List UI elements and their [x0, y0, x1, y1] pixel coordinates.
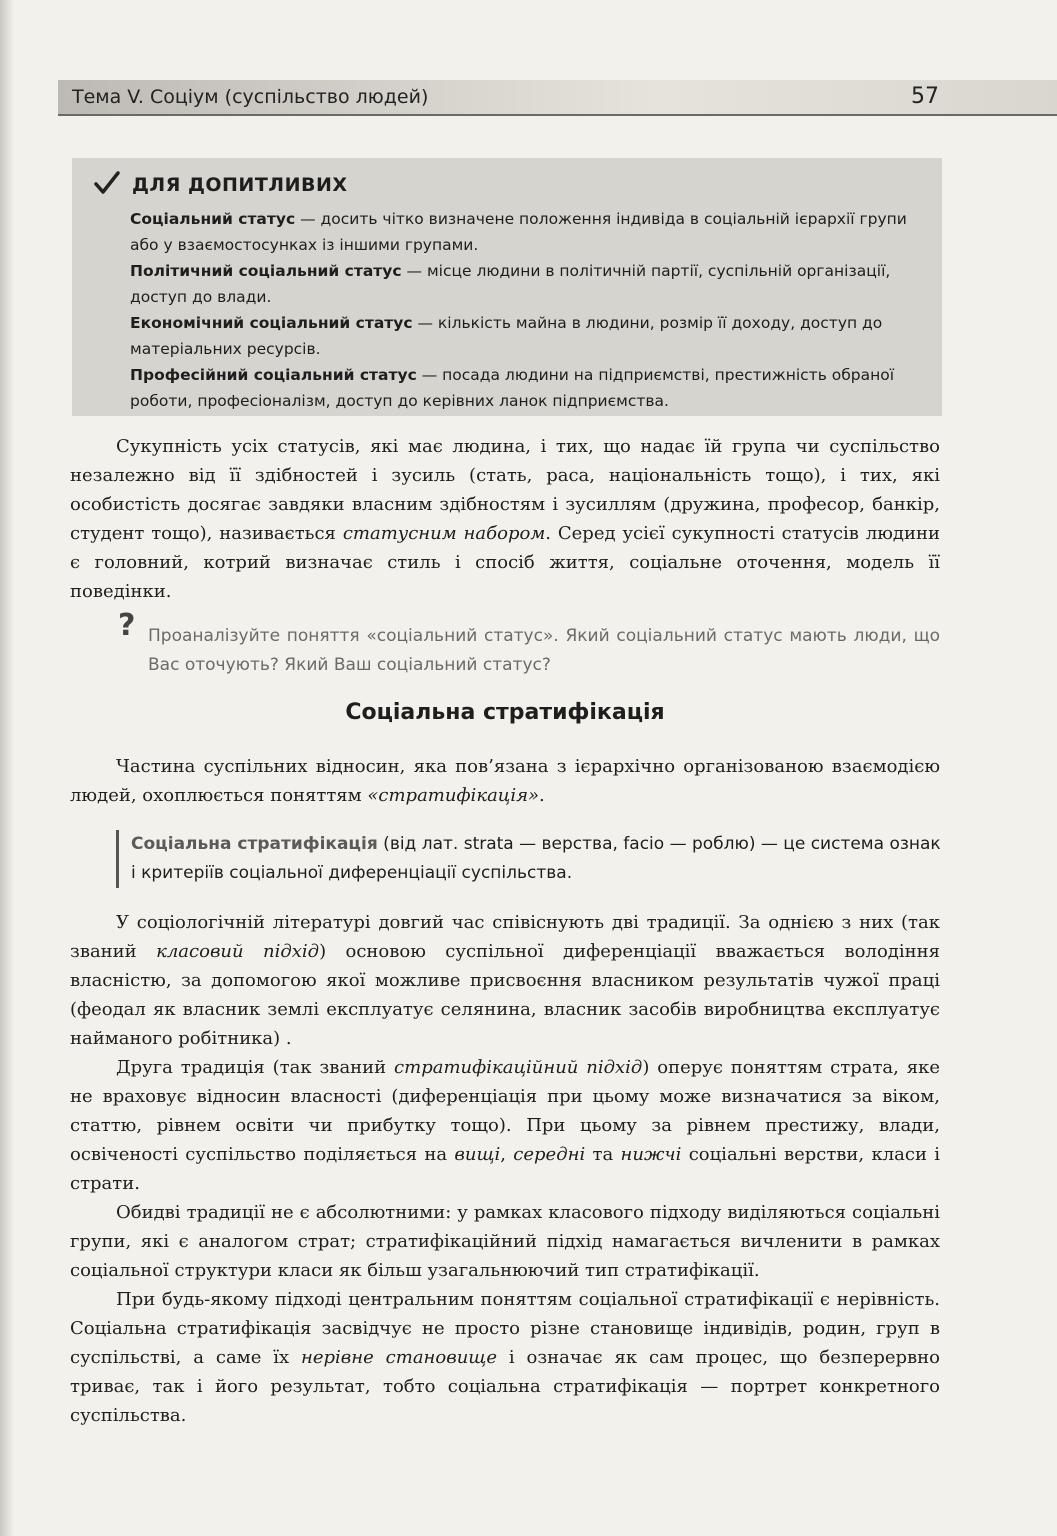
emphasis: стратифікаційний підхід [394, 1057, 643, 1078]
status-set-paragraph [70, 432, 940, 606]
status-definition [130, 206, 930, 258]
definition-text: (від лат. strata — верства, facio — роблю) — це система ознак і критеріїв соціальної диференціації суспільства. [131, 834, 941, 883]
professional-status-definition [130, 362, 930, 414]
text: Друга традиція (так званий [116, 1057, 395, 1078]
text: . Серед усієї сукупності статусів людини є головний, котрий визначає стиль і спосіб життя, соціальне оточення, модель її поведінки. [70, 523, 941, 602]
political-status-definition [130, 258, 930, 310]
term: Соціальний статус [130, 210, 296, 228]
emphasis: статусним набором [342, 523, 546, 544]
definition-text: — місце людини в політичній партії, суспільній організації, доступ до влади. [130, 262, 891, 306]
intro-paragraph [70, 752, 940, 810]
text: ) оперує поняттям страта, яке не враховує відносин власності (диференціація при цьому може визначатися за віком, статтю, рівнем освіти чи прибутку тощо). При цьому за рівнем престижу, влади, освіченості суспільство поділяється на [70, 1057, 940, 1165]
question-mark-icon: ? [118, 608, 136, 643]
text: Частина суспільних відносин, яка пов’язана з ієрархічно організованою взаємодією людей, охоплюється поняттям [70, 756, 940, 806]
definition-text: — досить чітко визначене положення індивіда в соціальній ієрархії групи або у взаємостосунках із іншими групами. [130, 210, 907, 254]
section-title: Соціальна стратифікація [345, 700, 665, 725]
text: При будь-якому підході центральним поняттям соціальної стратифікації є нерівність. Соціальна стратифікація засвідчує не просто різне становище індивідів, родин, груп в суспільстві, а саме їх [70, 1289, 940, 1368]
both-traditions-paragraph: Обидві традиції не є абсолютними: у рамках класового підходу виділяються соціальні групи, які є аналогом страт; стратифікаційний підхід намагається вичленити в рамках соціальної структури класи як більш узагальнюючий тип стратифікації. [70, 1202, 940, 1281]
stratification-approach-paragraph [70, 1053, 940, 1198]
term: Політичний соціальний статус [130, 262, 402, 280]
emphasis: вищі [454, 1144, 501, 1165]
class-approach-paragraph [70, 908, 940, 1053]
page-edge-shadow [0, 0, 14, 1536]
chapter-title: Тема V. Соціум (суспільство людей) [72, 86, 429, 108]
emphasis: класовий підхід [156, 941, 320, 962]
definition-text: — посада людини на підприємстві, престижність обраної роботи, професіоналізм, доступ до керівних ланок підприємства. [130, 366, 895, 410]
text: соціальні верстви, класи і страти. [70, 1144, 940, 1194]
definition-term: Соціальна стратифікація [131, 834, 378, 854]
check-icon [94, 170, 120, 196]
definition-text: — кількість майна в людини, розмір її доходу, доступ до матеріальних ресурсів. [130, 314, 883, 358]
text: та [585, 1144, 621, 1165]
box-heading: ДЛЯ ДОПИТЛИВИХ [132, 174, 348, 196]
term: Економічний соціальний статус [130, 314, 413, 332]
text: . [539, 785, 545, 806]
text: У соціологічній літературі довгий час співіснують дві традиції. За однією з них (так званий [70, 912, 940, 962]
term: Професійний соціальний статус [130, 366, 417, 384]
page-header [58, 80, 1057, 116]
text: ) основою суспільної диференціації вважається володіння власністю, за допомогою якої можливе присвоєння власником результатів чужої праці (феодал як власник землі експлуатує селянина, власник засобів виробництва експлуатує найманого робітника) . [70, 941, 940, 1049]
emphasis: середні [513, 1144, 586, 1165]
question-text: Проаналізуйте поняття «соціальний статус». Який соціальний статус мають люди, що Вас оточують? Який Ваш соціальний статус? [148, 626, 940, 675]
text: Сукупність усіх статусів, які має людина, і тих, що надає їй група чи суспільство незалежно від її здібностей і зусиль (стать, раса, національність тощо), і тих, які особистість досягає завдяки власним здібностям і зусиллям (дружина, професор, банкір, студент тощо), називається [70, 436, 940, 544]
text: і означає як сам процес, що безперервно триває, так і його результат, тобто соціальна стратифікація — портрет конкретного суспільства. [70, 1347, 940, 1426]
page-number: 57 [911, 84, 939, 109]
stratification-definition [116, 830, 949, 888]
body-paragraphs [70, 908, 940, 1430]
box-body [130, 206, 930, 414]
economic-status-definition [130, 310, 930, 362]
emphasis: нерівне становище [301, 1347, 497, 1368]
emphasis: «стратифікація» [367, 785, 540, 806]
for-curious-box [72, 158, 942, 416]
text: , [500, 1144, 514, 1165]
inequality-paragraph [70, 1285, 940, 1430]
emphasis: нижчі [620, 1144, 682, 1165]
